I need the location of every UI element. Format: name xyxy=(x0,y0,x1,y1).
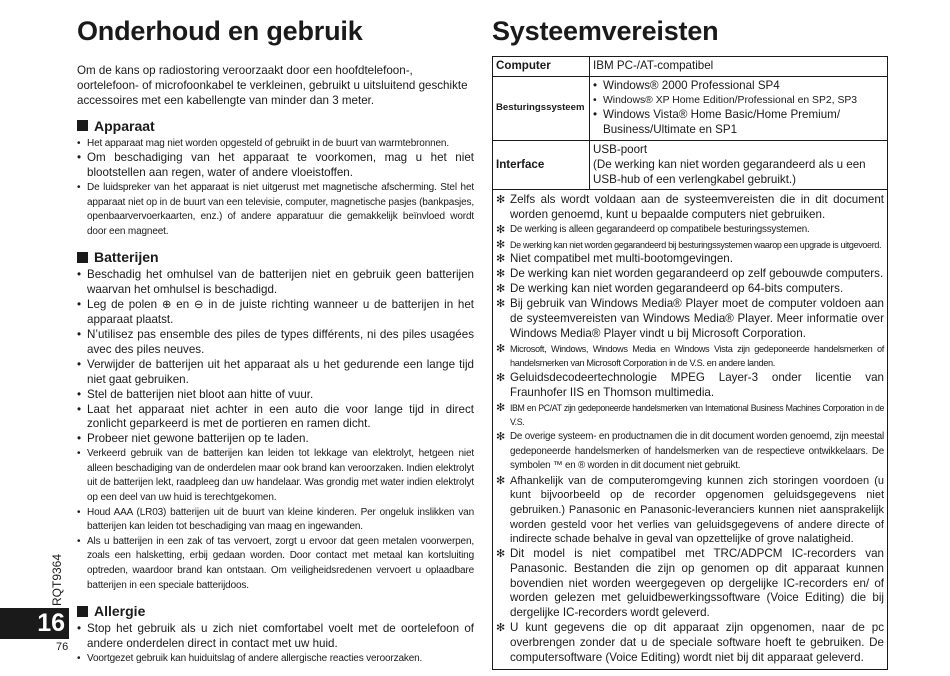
requirements-table xyxy=(492,56,888,190)
note-item: ✻ De werking kan niet worden gegarandeerd op 64-bits computers. xyxy=(496,282,844,296)
note-item: ✻ Bij gebruik van Windows Media® Player moet de computer voldoen aan de systeemvereisten van Windows Media® Player. Meer informatie over Windows Media® Player vindt u bij Microsoft Corporation. xyxy=(496,297,884,340)
note-item: ✻ De werking is alleen gegarandeerd op compatibele besturingssystemen. xyxy=(496,224,810,237)
list-item: • Laat het apparaat niet achter in een auto die voor lange tijd in direct zonlicht geparkeerd is met de portieren en ramen dicht. xyxy=(77,403,474,433)
asterisk-icon: ✻ xyxy=(496,238,505,251)
page-sub-number: 76 xyxy=(56,641,69,653)
list-item: • Beschadig het omhulsel van de batterijen niet en gebruik geen batterijen waarvan het omhulsel is beschadigd. xyxy=(77,268,474,298)
list-item: • Windows Vista® Home Basic/Home Premium/ Business/Ultimate en SP1 xyxy=(593,108,884,138)
list-item: • Voortgezet gebruik kan huiduitslag of andere allergische reacties veroorzaken. xyxy=(77,652,474,667)
list-item: • Probeer niet gewone batterijen op te laden. xyxy=(77,432,474,447)
square-bullet-icon xyxy=(77,606,88,617)
asterisk-icon: ✻ xyxy=(496,253,506,266)
note-item: ✻ Geluidsdecodeertechnologie MPEG Layer-3 onder licentie van Fraunhofer IIS en Thomson multimedia. xyxy=(496,371,884,399)
row-label-os: Besturingssysteem xyxy=(493,76,590,140)
page-title-maintenance: Onderhoud en gebruik xyxy=(77,16,363,46)
table-row xyxy=(493,140,888,189)
list-item: • Om beschadiging van het apparaat te voorkomen, mag u het niet blootstellen aan regen, water of andere vloeistoffen. xyxy=(77,151,474,181)
asterisk-icon: ✻ xyxy=(496,298,506,311)
asterisk-icon: ✻ xyxy=(496,431,506,443)
asterisk-icon: ✻ xyxy=(496,268,506,281)
note-item: ✻ Niet compatibel met multi-bootomgevingen. xyxy=(496,252,733,266)
list-item: • Stop het gebruik als u zich niet comfortabel voelt met de oortelefoon of andere onderdelen direct in contact met uw huid. xyxy=(77,622,474,652)
list-item: • N’utilisez pas ensemble des piles de types différents, ni des piles usagées avec des piles neuves. xyxy=(77,328,474,358)
notes-box xyxy=(492,190,888,670)
asterisk-icon: ✻ xyxy=(496,401,505,414)
list-batterijen xyxy=(77,268,474,593)
list-item: • Stel de batterijen niet bloot aan hitte of vuur. xyxy=(77,388,474,403)
row-label-computer: Computer xyxy=(493,57,590,77)
interface-note: (De werking kan niet worden gegarandeerd als u een USB-hub of een verlengkabel gebruikt.) xyxy=(593,157,866,186)
list-item: • Leg de polen ⊕ en ⊖ in de juiste richting wanneer u de batterijen in het apparaat plaatst. xyxy=(77,298,474,328)
asterisk-icon: ✻ xyxy=(496,622,506,635)
asterisk-icon: ✻ xyxy=(496,194,506,207)
note-item: ✻ Dit model is niet compatibel met TRC/ADPCM IC-recorders van Panasonic. Bestanden die zijn op genomen op dit apparaat kunnen bovendien niet worden weergegeven op dergelijke IC-recorders en/ of worden gelezen met geluidbewerkingssoftware (Voice Editing) die bij dergelijke IC-recorders wordt geleverd. xyxy=(496,546,884,620)
table-row xyxy=(493,76,888,140)
asterisk-icon: ✻ xyxy=(496,342,505,355)
section-heading-allergie: Allergie xyxy=(77,602,474,620)
row-value-interface xyxy=(590,140,888,189)
asterisk-icon: ✻ xyxy=(496,372,506,384)
section-heading-apparaat: Apparaat xyxy=(77,117,474,135)
note-item: ✻ De werking kan niet worden gegarandeerd bij besturingssystemen waarop een upgrade is uitgevoerd. xyxy=(496,238,882,251)
list-item: • Houd AAA (LR03) batterijen uit de buurt van kleine kinderen. Per ongeluk inslikken van batterijen kan leiden tot beschadiging van maag en ingewanden. xyxy=(77,506,474,535)
square-bullet-icon xyxy=(77,252,88,263)
system-requirements-column xyxy=(492,14,888,670)
row-label-interface: Interface xyxy=(493,140,590,189)
table-row xyxy=(493,57,888,77)
note-item: ✻ De werking kan niet worden gegarandeerd op zelf gebouwde computers. xyxy=(496,267,884,281)
list-item: • Als u batterijen in een zak of tas vervoert, zorgt u ervoor dat geen metalen voorwerpen, zoals een halsketting, erbij gedaan worden. Door contact met metaal kan kortsluiting optreden, waardoor brand kan ontstaan. Om veiligheidsredenen vervoert u oplaadbare batterijen in een speciale batterijdoos. xyxy=(77,535,474,593)
model-code: RQT9364 xyxy=(50,553,64,606)
asterisk-icon: ✻ xyxy=(496,547,506,560)
section-heading-batterijen: Batterijen xyxy=(77,248,474,266)
note-item: ✻ Microsoft, Windows, Windows Media en Windows Vista zijn gedeponeerde handelsmerken of handelsmerken van Microsoft Corporation in de V.S. en andere landen. xyxy=(496,342,884,369)
list-apparaat xyxy=(77,137,474,240)
page-title-requirements: Systeemvereisten xyxy=(492,16,719,46)
row-value-computer: IBM PC-/AT-compatibel xyxy=(590,57,888,77)
list-item: • Windows® XP Home Edition/Professional en SP2, SP3 xyxy=(593,94,884,109)
note-item: ✻ U kunt gegevens die op dit apparaat zijn opgenomen, naar de pc overbrengen zonder dat u de speciale software hoeft te gebruiken. De computersoftware (Voice Editing) wordt niet bij dit apparaat geleverd. xyxy=(496,621,884,665)
page-number-tab: 16 xyxy=(0,608,69,639)
interface-value: USB-poort xyxy=(593,142,648,156)
asterisk-icon: ✻ xyxy=(496,474,506,487)
row-value-os xyxy=(590,76,888,140)
note-item: ✻ IBM en PC/AT zijn gedeponeerde handelsmerken van International Business Machines Corporation in de V.S. xyxy=(496,401,884,428)
list-allergie xyxy=(77,622,474,666)
maintenance-column xyxy=(77,14,474,676)
list-item: • Verkeerd gebruik van de batterijen kan leiden tot lekkage van elektrolyt, hetgeen niet alleen beschadiging van de onderdelen maar ook brand kan veroorzaken. Indien elektrolyt uit de batterijen lekt, raadpleeg dan uw handelaar. Was grondig met water indien elektrolyt op een deel van uw huid is terechtgekomen. xyxy=(77,447,474,505)
asterisk-icon: ✻ xyxy=(496,283,506,296)
list-item: • Het apparaat mag niet worden opgesteld of gebruikt in de buurt van warmtebronnen. xyxy=(77,137,474,152)
list-item: • De luidspreker van het apparaat is niet uitgerust met magnetische afscherming. Stel het apparaat niet op in de buurt van een televisie, computer, magnetische pasjes (bankpasjes, openbaarvervoerkaarten, enz.) of andere apparatuur die gemakkelijk beïnvloed wordt door een magneet. xyxy=(77,181,474,239)
note-item: ✻ Afhankelijk van de computeromgeving kunnen zich storingen voordoen (u kunt bijvoorbeeld op de recorder opgenomen geluidsgegevens niet gebruiken.) Panasonic en Panasonic-leveranciers kunnen niet aansprakelijk worden gesteld voor het verlies van geluidsgegevens of andere directe of indirecte schade behalve in geval van opzettelijke of grove nalatigheid. xyxy=(496,474,884,546)
asterisk-icon: ✻ xyxy=(496,224,506,237)
list-item: • Windows® 2000 Professional SP4 xyxy=(593,79,884,94)
note-item: ✻ De overige systeem- en productnamen die in dit document worden genoemd, zijn meestal gedeponeerde handelsmerken of handelsmerken van de respectieve ontwikkelaars. De symbolen ™ en ® worden in dit document niet gebruikt. xyxy=(496,431,884,472)
square-bullet-icon xyxy=(77,120,88,131)
intro-text: Om de kans op radiostoring veroorzaakt door een hoofdtelefoon-, oortelefoon- of microfoonkabel te verkleinen, gebruikt u uitsluitend geschikte accessoires met een kabellengte van minder dan 3 meter. xyxy=(77,64,468,108)
list-item: • Verwijder de batterijen uit het apparaat als u het gedurende een lange tijd niet gaat gebruiken. xyxy=(77,358,474,388)
note-item: ✻ Zelfs als wordt voldaan aan de systeemvereisten die in dit document worden genoemd, kunt u bepaalde computers niet gebruiken. xyxy=(496,193,884,222)
